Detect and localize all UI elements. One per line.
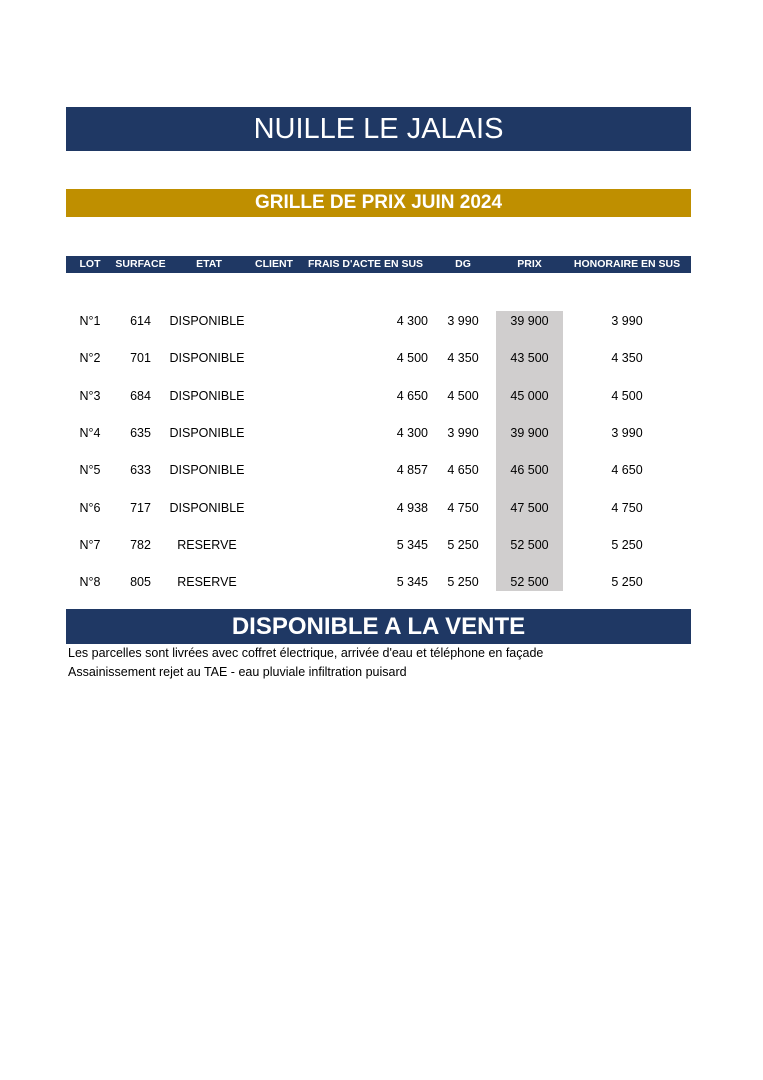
cell-client	[249, 348, 299, 368]
cell-honoraire: 4 650	[611, 463, 643, 478]
header-honoraire: HONORAIRE EN SUS	[573, 258, 681, 270]
cell-honoraire: 5 250	[611, 575, 643, 590]
cell-dg: 4 350	[447, 351, 479, 366]
cell-prix: 39 900	[510, 425, 549, 440]
cell-lot: N°3	[79, 388, 101, 403]
cell-dg: 5 250	[447, 575, 479, 590]
cell-client	[249, 386, 299, 406]
cell-surface: 782	[130, 537, 151, 552]
cell-lot: N°5	[79, 463, 101, 478]
cell-surface: 701	[130, 351, 151, 366]
note-line: Les parcelles sont livrées avec coffret électrique, arrivée d'eau et téléphone en façade	[68, 646, 544, 660]
table-row	[66, 572, 691, 592]
cell-honoraire: 5 250	[611, 537, 643, 552]
cell-honoraire: 3 990	[611, 314, 643, 328]
cell-etat: RESERVE	[177, 575, 237, 590]
table-row	[66, 460, 691, 480]
note-line: Assainissement rejet au TAE - eau pluviale infiltration puisard	[68, 665, 407, 679]
cell-surface: 635	[130, 425, 151, 440]
cell-surface: 633	[130, 463, 151, 478]
cell-surface: 684	[130, 388, 151, 403]
cell-etat: DISPONIBLE	[169, 500, 245, 515]
cell-lot: N°7	[79, 537, 101, 552]
cell-etat: DISPONIBLE	[169, 463, 245, 478]
header-surface: SURFACE	[115, 258, 166, 270]
cell-client	[249, 498, 299, 518]
cell-lot: N°6	[79, 500, 101, 515]
cell-frais: 4 857	[396, 463, 428, 478]
cell-surface: 614	[130, 314, 151, 328]
cell-frais: 4 938	[396, 500, 428, 515]
cell-honoraire: 3 990	[611, 425, 643, 440]
header-frais: FRAIS D'ACTE EN SUS	[307, 258, 424, 270]
cell-dg: 3 990	[447, 314, 479, 328]
cell-frais: 4 650	[396, 388, 428, 403]
cell-honoraire: 4 750	[611, 500, 643, 515]
cell-surface: 717	[130, 500, 151, 515]
cell-client	[249, 423, 299, 443]
cell-honoraire: 4 500	[611, 388, 643, 403]
cell-dg: 4 650	[447, 463, 479, 478]
cell-etat: DISPONIBLE	[169, 314, 245, 328]
table-row	[66, 386, 691, 406]
cell-client	[249, 311, 299, 331]
cell-prix: 39 900	[510, 314, 549, 328]
header-lot: LOT	[79, 258, 101, 270]
price-grid-subtitle: GRILLE DE PRIX JUIN 2024	[66, 189, 691, 217]
cell-prix: 46 500	[510, 463, 549, 478]
cell-client	[249, 460, 299, 480]
header-dg: DG	[455, 258, 471, 270]
cell-prix: 52 500	[510, 537, 549, 552]
header-client: CLIENT	[255, 258, 293, 270]
cell-dg: 4 750	[447, 500, 479, 515]
cell-surface: 805	[130, 575, 151, 590]
cell-etat: RESERVE	[177, 537, 237, 552]
page-title: NUILLE LE JALAIS	[66, 107, 691, 151]
availability-banner: DISPONIBLE A LA VENTE	[66, 609, 691, 644]
table-row	[66, 535, 691, 555]
cell-client	[249, 572, 299, 592]
cell-prix: 47 500	[510, 500, 549, 515]
cell-prix: 52 500	[510, 575, 549, 590]
cell-dg: 5 250	[447, 537, 479, 552]
table-row	[66, 498, 691, 518]
cell-client	[249, 535, 299, 555]
cell-etat: DISPONIBLE	[169, 425, 245, 440]
cell-lot: N°8	[79, 575, 101, 590]
cell-honoraire: 4 350	[611, 351, 643, 366]
cell-frais: 5 345	[396, 575, 428, 590]
cell-lot: N°4	[79, 425, 101, 440]
table-row	[66, 311, 691, 331]
table-header	[66, 256, 691, 273]
cell-dg: 4 500	[447, 388, 479, 403]
header-prix: PRIX	[517, 258, 542, 270]
cell-frais: 4 500	[396, 351, 428, 366]
cell-prix: 45 000	[510, 388, 549, 403]
cell-dg: 3 990	[447, 425, 479, 440]
cell-frais: 4 300	[396, 425, 428, 440]
cell-lot: N°2	[79, 351, 101, 366]
header-etat: ETAT	[196, 258, 222, 270]
cell-frais: 5 345	[396, 537, 428, 552]
cell-lot: N°1	[79, 314, 101, 328]
cell-etat: DISPONIBLE	[169, 351, 245, 366]
cell-prix: 43 500	[510, 351, 549, 366]
table-row	[66, 423, 691, 443]
cell-etat: DISPONIBLE	[169, 388, 245, 403]
cell-frais: 4 300	[396, 314, 428, 328]
table-row	[66, 348, 691, 368]
